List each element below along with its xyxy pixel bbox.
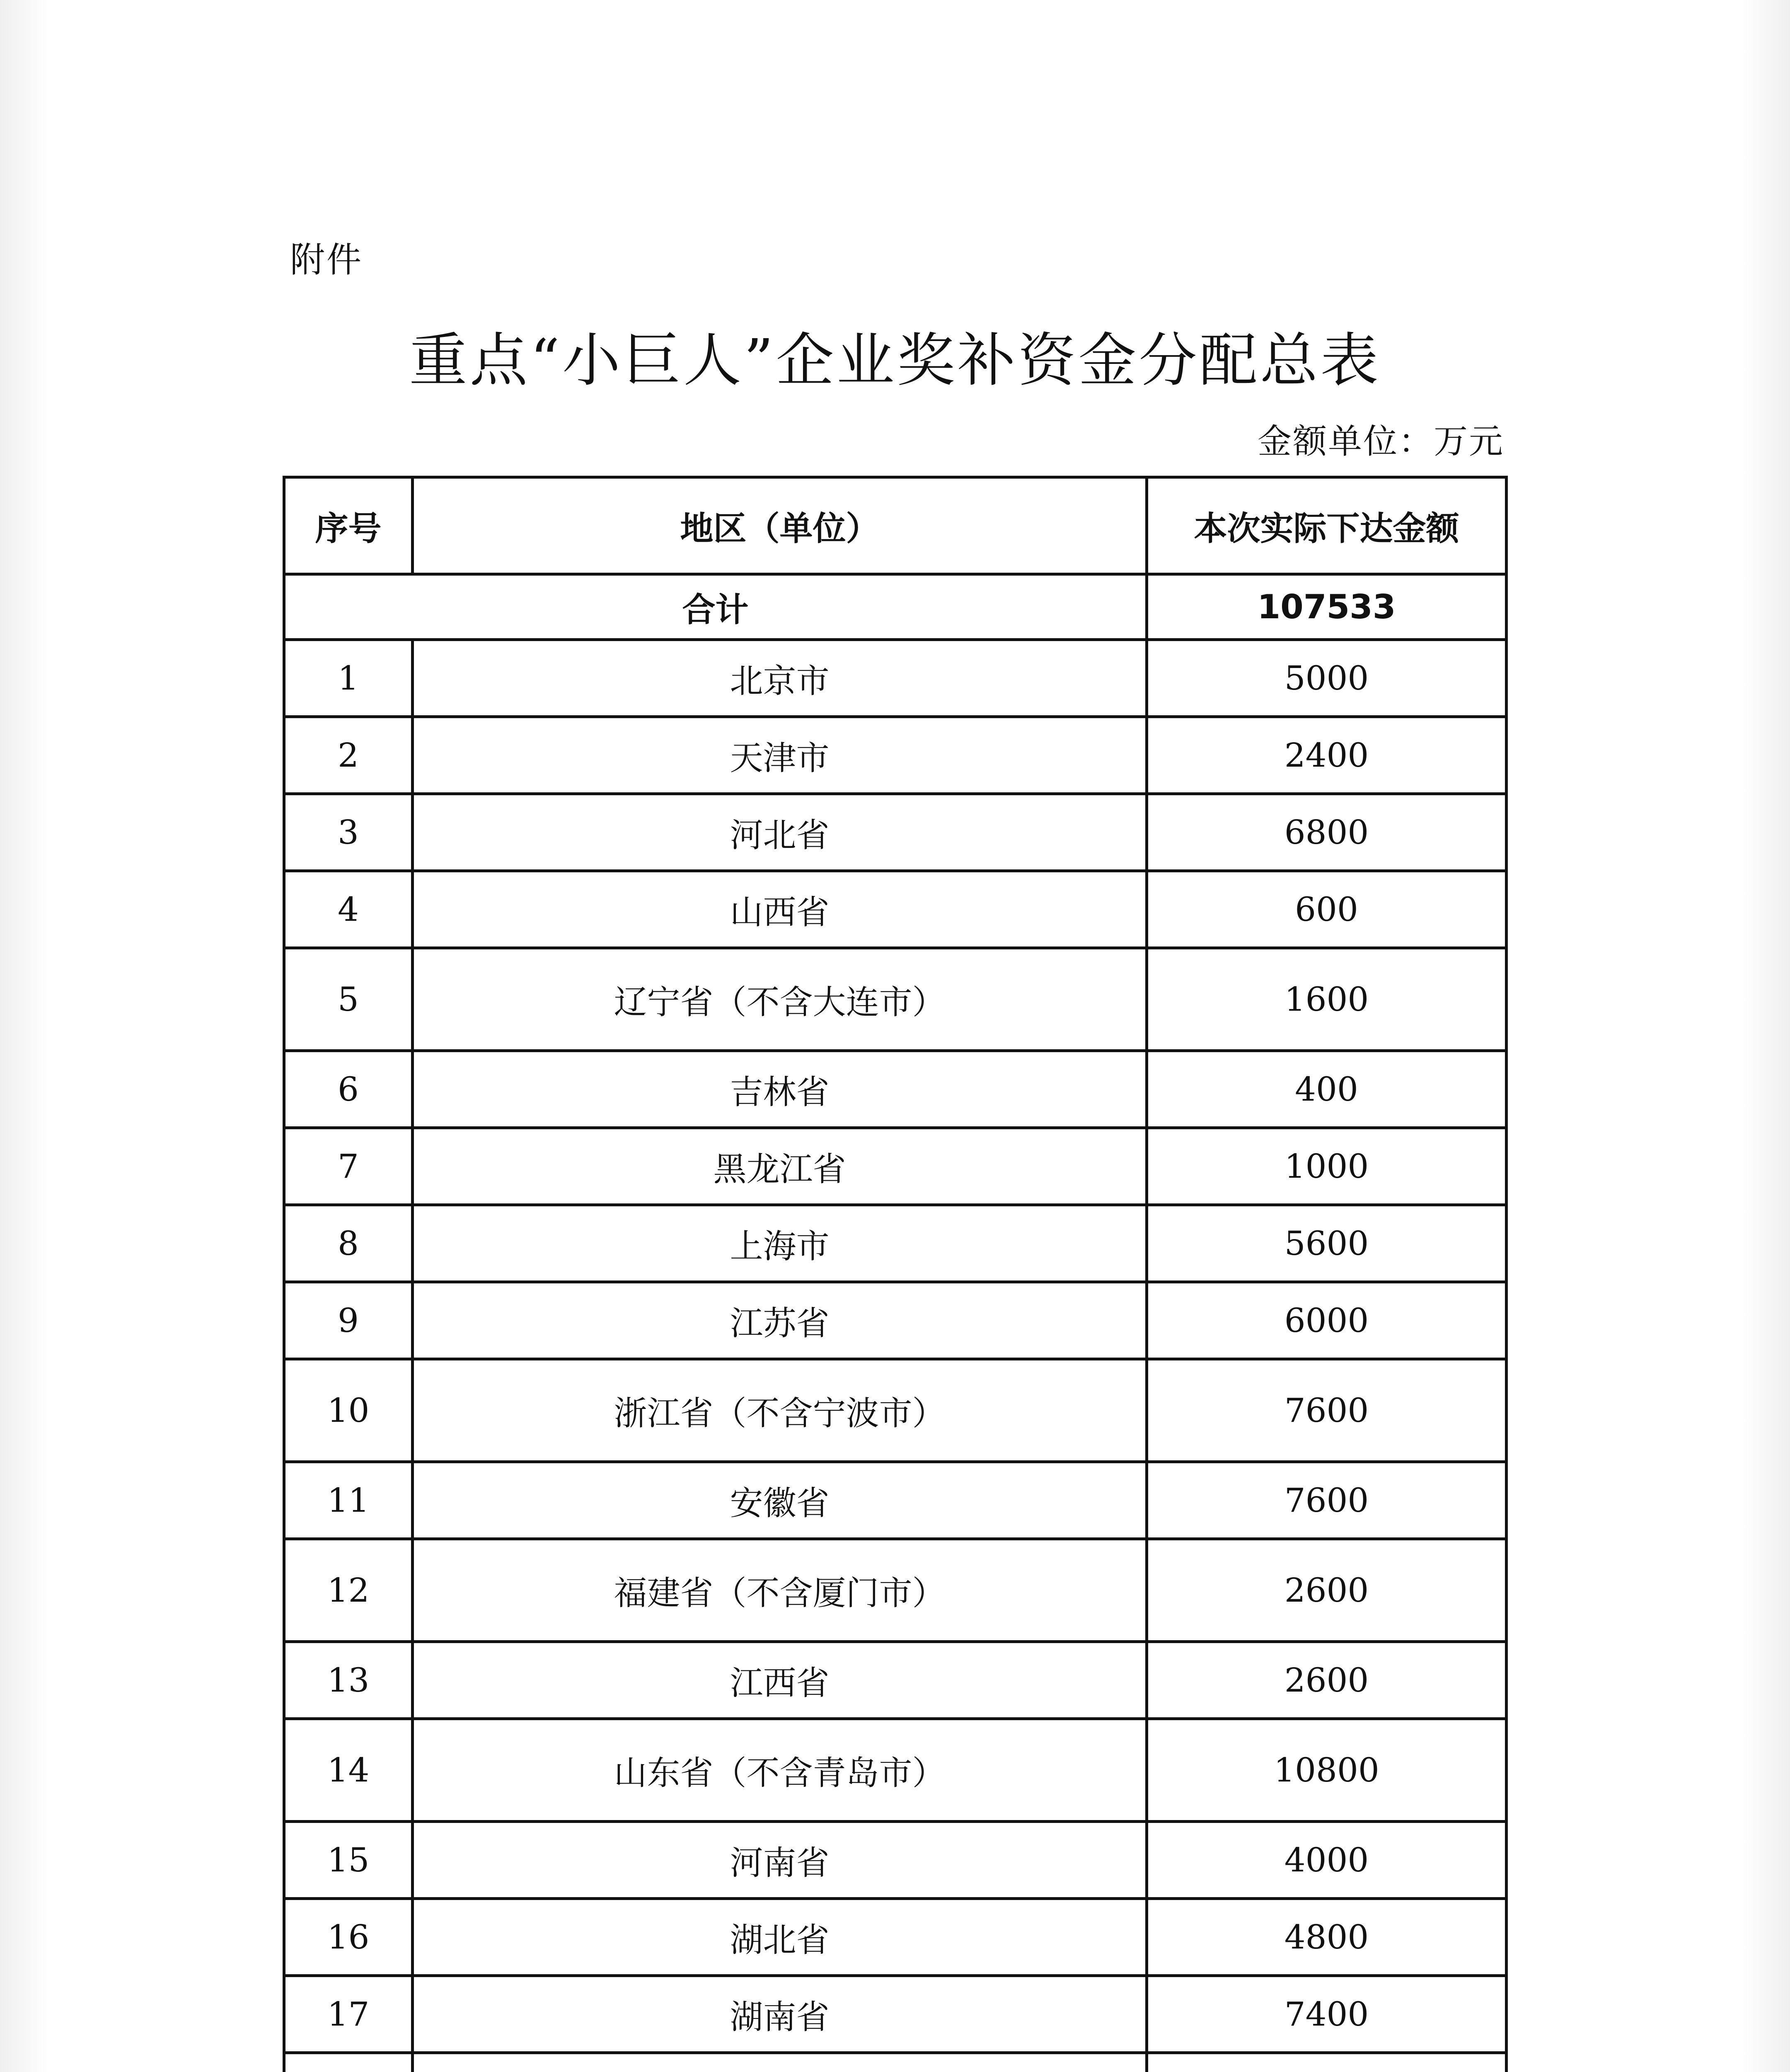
row-amount: 2400 xyxy=(1147,717,1507,794)
row-region: 山东省（不含青岛市） xyxy=(413,1719,1147,1822)
table-row xyxy=(284,1282,1507,1359)
row-amount: 5600 xyxy=(1147,1205,1507,1282)
table-row xyxy=(284,948,1507,1051)
row-amount: 5000 xyxy=(1147,640,1507,717)
table-row xyxy=(284,640,1507,717)
allocation-table xyxy=(283,476,1508,2072)
row-number: 5 xyxy=(284,948,413,1051)
row-number: 3 xyxy=(284,794,413,871)
table-row xyxy=(284,1976,1507,2053)
amount-unit-note: 金额单位：万元 xyxy=(1257,422,1504,461)
row-amount: 600 xyxy=(1147,871,1507,948)
row-amount: 7600 xyxy=(1147,1359,1507,1462)
row-amount: 2600 xyxy=(1147,1642,1507,1719)
row-amount: 4800 xyxy=(1147,1899,1507,1976)
row-region: 山西省 xyxy=(413,871,1147,948)
table-row xyxy=(284,1462,1507,1539)
row-region: 湖南省 xyxy=(413,1976,1147,2053)
row-region: 河南省 xyxy=(413,1822,1147,1899)
row-number: 2 xyxy=(284,717,413,794)
row-number: 16 xyxy=(284,1899,413,1976)
row-region: 河北省 xyxy=(413,794,1147,871)
row-number: 1 xyxy=(284,640,413,717)
row-region: 辽宁省（不含大连市） xyxy=(413,948,1147,1051)
table-row xyxy=(284,1128,1507,1205)
header-serial-number: 序号 xyxy=(284,477,413,574)
row-number: 17 xyxy=(284,1976,413,2053)
row-region: 江西省 xyxy=(413,1642,1147,1719)
row-region: 吉林省 xyxy=(413,1051,1147,1128)
row-amount: 2600 xyxy=(1147,1539,1507,1642)
header-region: 地区（单位） xyxy=(413,477,1147,574)
row-region: 福建省（不含厦门市） xyxy=(413,1539,1147,1642)
table-row xyxy=(284,1899,1507,1976)
row-amount xyxy=(1147,2053,1507,2072)
row-region: 浙江省（不含宁波市） xyxy=(413,1359,1147,1462)
row-region: 黑龙江省 xyxy=(413,1128,1147,1205)
table-row xyxy=(284,1719,1507,1822)
row-region: 上海市 xyxy=(413,1205,1147,1282)
header-amount: 本次实际下达金额 xyxy=(1147,477,1507,574)
row-amount: 1600 xyxy=(1147,948,1507,1051)
row-number: 6 xyxy=(284,1051,413,1128)
row-amount: 6800 xyxy=(1147,794,1507,871)
row-amount: 6000 xyxy=(1147,1282,1507,1359)
table-row xyxy=(284,794,1507,871)
row-amount: 7600 xyxy=(1147,1462,1507,1539)
row-region: 江苏省 xyxy=(413,1282,1147,1359)
table-row xyxy=(284,1642,1507,1719)
row-region: 北京市 xyxy=(413,640,1147,717)
row-amount: 4000 xyxy=(1147,1822,1507,1899)
row-region xyxy=(413,2053,1147,2072)
row-number: 4 xyxy=(284,871,413,948)
row-region: 安徽省 xyxy=(413,1462,1147,1539)
row-amount: 10800 xyxy=(1147,1719,1507,1822)
total-label: 合计 xyxy=(284,574,1147,640)
table-row xyxy=(284,871,1507,948)
row-number: 13 xyxy=(284,1642,413,1719)
total-row xyxy=(284,574,1507,640)
table-row xyxy=(284,1539,1507,1642)
row-amount: 7400 xyxy=(1147,1976,1507,2053)
row-number: 10 xyxy=(284,1359,413,1462)
row-number: 12 xyxy=(284,1539,413,1642)
table-header-row xyxy=(284,477,1507,574)
row-number: 15 xyxy=(284,1822,413,1899)
row-amount: 400 xyxy=(1147,1051,1507,1128)
table-row xyxy=(284,1205,1507,1282)
row-number: 7 xyxy=(284,1128,413,1205)
row-number: 14 xyxy=(284,1719,413,1822)
row-number: 11 xyxy=(284,1462,413,1539)
table-row xyxy=(284,1051,1507,1128)
row-number: 9 xyxy=(284,1282,413,1359)
table-row xyxy=(284,1822,1507,1899)
table-row xyxy=(284,717,1507,794)
row-region: 湖北省 xyxy=(413,1899,1147,1976)
table-row xyxy=(284,1359,1507,1462)
row-number xyxy=(284,2053,413,2072)
attachment-label: 附件 xyxy=(290,240,363,280)
row-amount: 1000 xyxy=(1147,1128,1507,1205)
table-row xyxy=(284,2053,1507,2072)
row-region: 天津市 xyxy=(413,717,1147,794)
row-number: 8 xyxy=(284,1205,413,1282)
document-title: 重点“小巨人”企业奖补资金分配总表 xyxy=(409,327,1381,395)
total-amount: 107533 xyxy=(1147,574,1507,640)
